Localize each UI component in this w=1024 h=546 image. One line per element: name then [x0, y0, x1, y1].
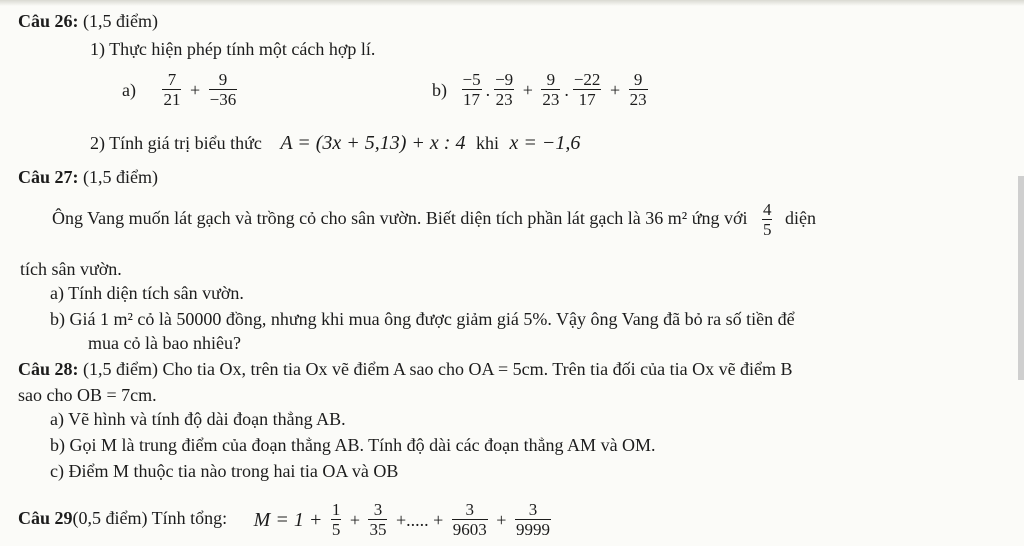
- cropped-header-strip: [0, 0, 1024, 6]
- q26-a-op: +: [189, 79, 201, 100]
- q26-part2-expr: A = (3x + 5,13) + x : 4: [280, 132, 466, 154]
- q29-points: (0,5 điểm) Tính tổng:: [72, 508, 228, 528]
- q26-a-frac1: $\frac{7}{21}$: [163, 70, 181, 110]
- q26-points: (1,5 điểm): [83, 11, 158, 31]
- q26-part2-khi: khi: [475, 133, 499, 153]
- q26-b-frac5: $\frac{9}{23}$: [629, 70, 647, 110]
- q28-line1-text: (1,5 điểm) Cho tia Ox, trên tia Ox vẽ điểm A sao cho OA = 5cm. Trên tia đối của tia Ox vẽ điểm B: [83, 359, 793, 379]
- q27-para-line1: [52, 196, 816, 240]
- q29-expr-start: M = 1 +: [253, 508, 323, 531]
- q29-plus1: +: [349, 509, 360, 530]
- q29-title: Câu 29: [18, 508, 73, 528]
- q29-line: [18, 494, 553, 544]
- q26-b-label: b): [432, 79, 447, 100]
- q27-frac: $\frac{4}{5}$: [762, 200, 772, 240]
- q26-a-label: a): [122, 79, 136, 100]
- q27-para-line2: tích sân vườn.: [20, 259, 122, 279]
- q26-b-dot1: .: [485, 79, 491, 100]
- q29-frac3: $\frac{3}{9603}$: [452, 500, 487, 540]
- q27-para-text: Ông Vang muốn lát gạch và trồng cỏ cho sân vườn. Biết diện tích phần lát gạch là 36 m² ứng với: [52, 208, 748, 228]
- q29-frac2: $\frac{3}{35}$: [369, 500, 387, 540]
- q26-heading: [18, 10, 158, 32]
- q28-title: Câu 28:: [18, 359, 79, 379]
- q27-heading: [18, 166, 158, 188]
- q28-item-c: c) Điểm M thuộc tia nào trong hai tia OA và OB: [50, 461, 399, 481]
- q29-frac1: $\frac{1}{5}$: [331, 500, 341, 540]
- q26-part2: [90, 132, 580, 154]
- q26-b-frac3: $\frac{9}{23}$: [542, 70, 560, 110]
- q27-points: (1,5 điểm): [83, 167, 158, 187]
- q28-item-b: b) Gọi M là trung điểm của đoạn thẳng AB. Tính độ dài các đoạn thẳng AM và OM.: [50, 435, 656, 455]
- q28-line1: [18, 358, 793, 380]
- q29-dots: +..... +: [395, 509, 444, 530]
- q26-part1: 1) Thực hiện phép tính một cách hợp lí.: [90, 39, 376, 59]
- q26-b-plus1: +: [522, 79, 533, 100]
- q27-title: Câu 27:: [18, 167, 79, 187]
- q26-b-frac2: $\frac{-9}{23}$: [495, 70, 514, 110]
- q26-part2-text: 2) Tính giá trị biểu thức: [90, 133, 262, 153]
- q26-a: [120, 68, 239, 110]
- q26-a-frac2: $\frac{9}{-36}$: [209, 70, 237, 110]
- q26-b-dot2: .: [564, 79, 569, 100]
- page-edge-border: [1018, 176, 1024, 380]
- q27-item-b-line1: b) Giá 1 m² cỏ là 50000 đồng, nhưng khi mua ông được giảm giá 5%. Vậy ông Vang đã bỏ ra số tiền để: [50, 309, 795, 329]
- q28-line2: sao cho OB = 7cm.: [18, 385, 157, 405]
- q26-b-plus2: +: [609, 79, 621, 100]
- q26-b: [430, 68, 650, 110]
- q27-item-b-line2: mua cỏ là bao nhiêu?: [88, 333, 241, 353]
- q26-title: Câu 26:: [18, 11, 79, 31]
- q26-b-frac1: $\frac{-5}{17}$: [462, 70, 481, 110]
- q26-b-frac4: $\frac{-22}{17}$: [573, 70, 601, 110]
- q27-para-end: diện: [784, 208, 816, 228]
- q26-part2-x: x = −1,6: [509, 132, 581, 154]
- q27-item-a: a) Tính diện tích sân vườn.: [50, 283, 244, 303]
- q28-item-a: a) Vẽ hình và tính độ dài đoạn thẳng AB.: [50, 409, 346, 429]
- q29-plus2: +: [496, 509, 507, 530]
- q29-frac4: $\frac{3}{9999}$: [515, 500, 550, 540]
